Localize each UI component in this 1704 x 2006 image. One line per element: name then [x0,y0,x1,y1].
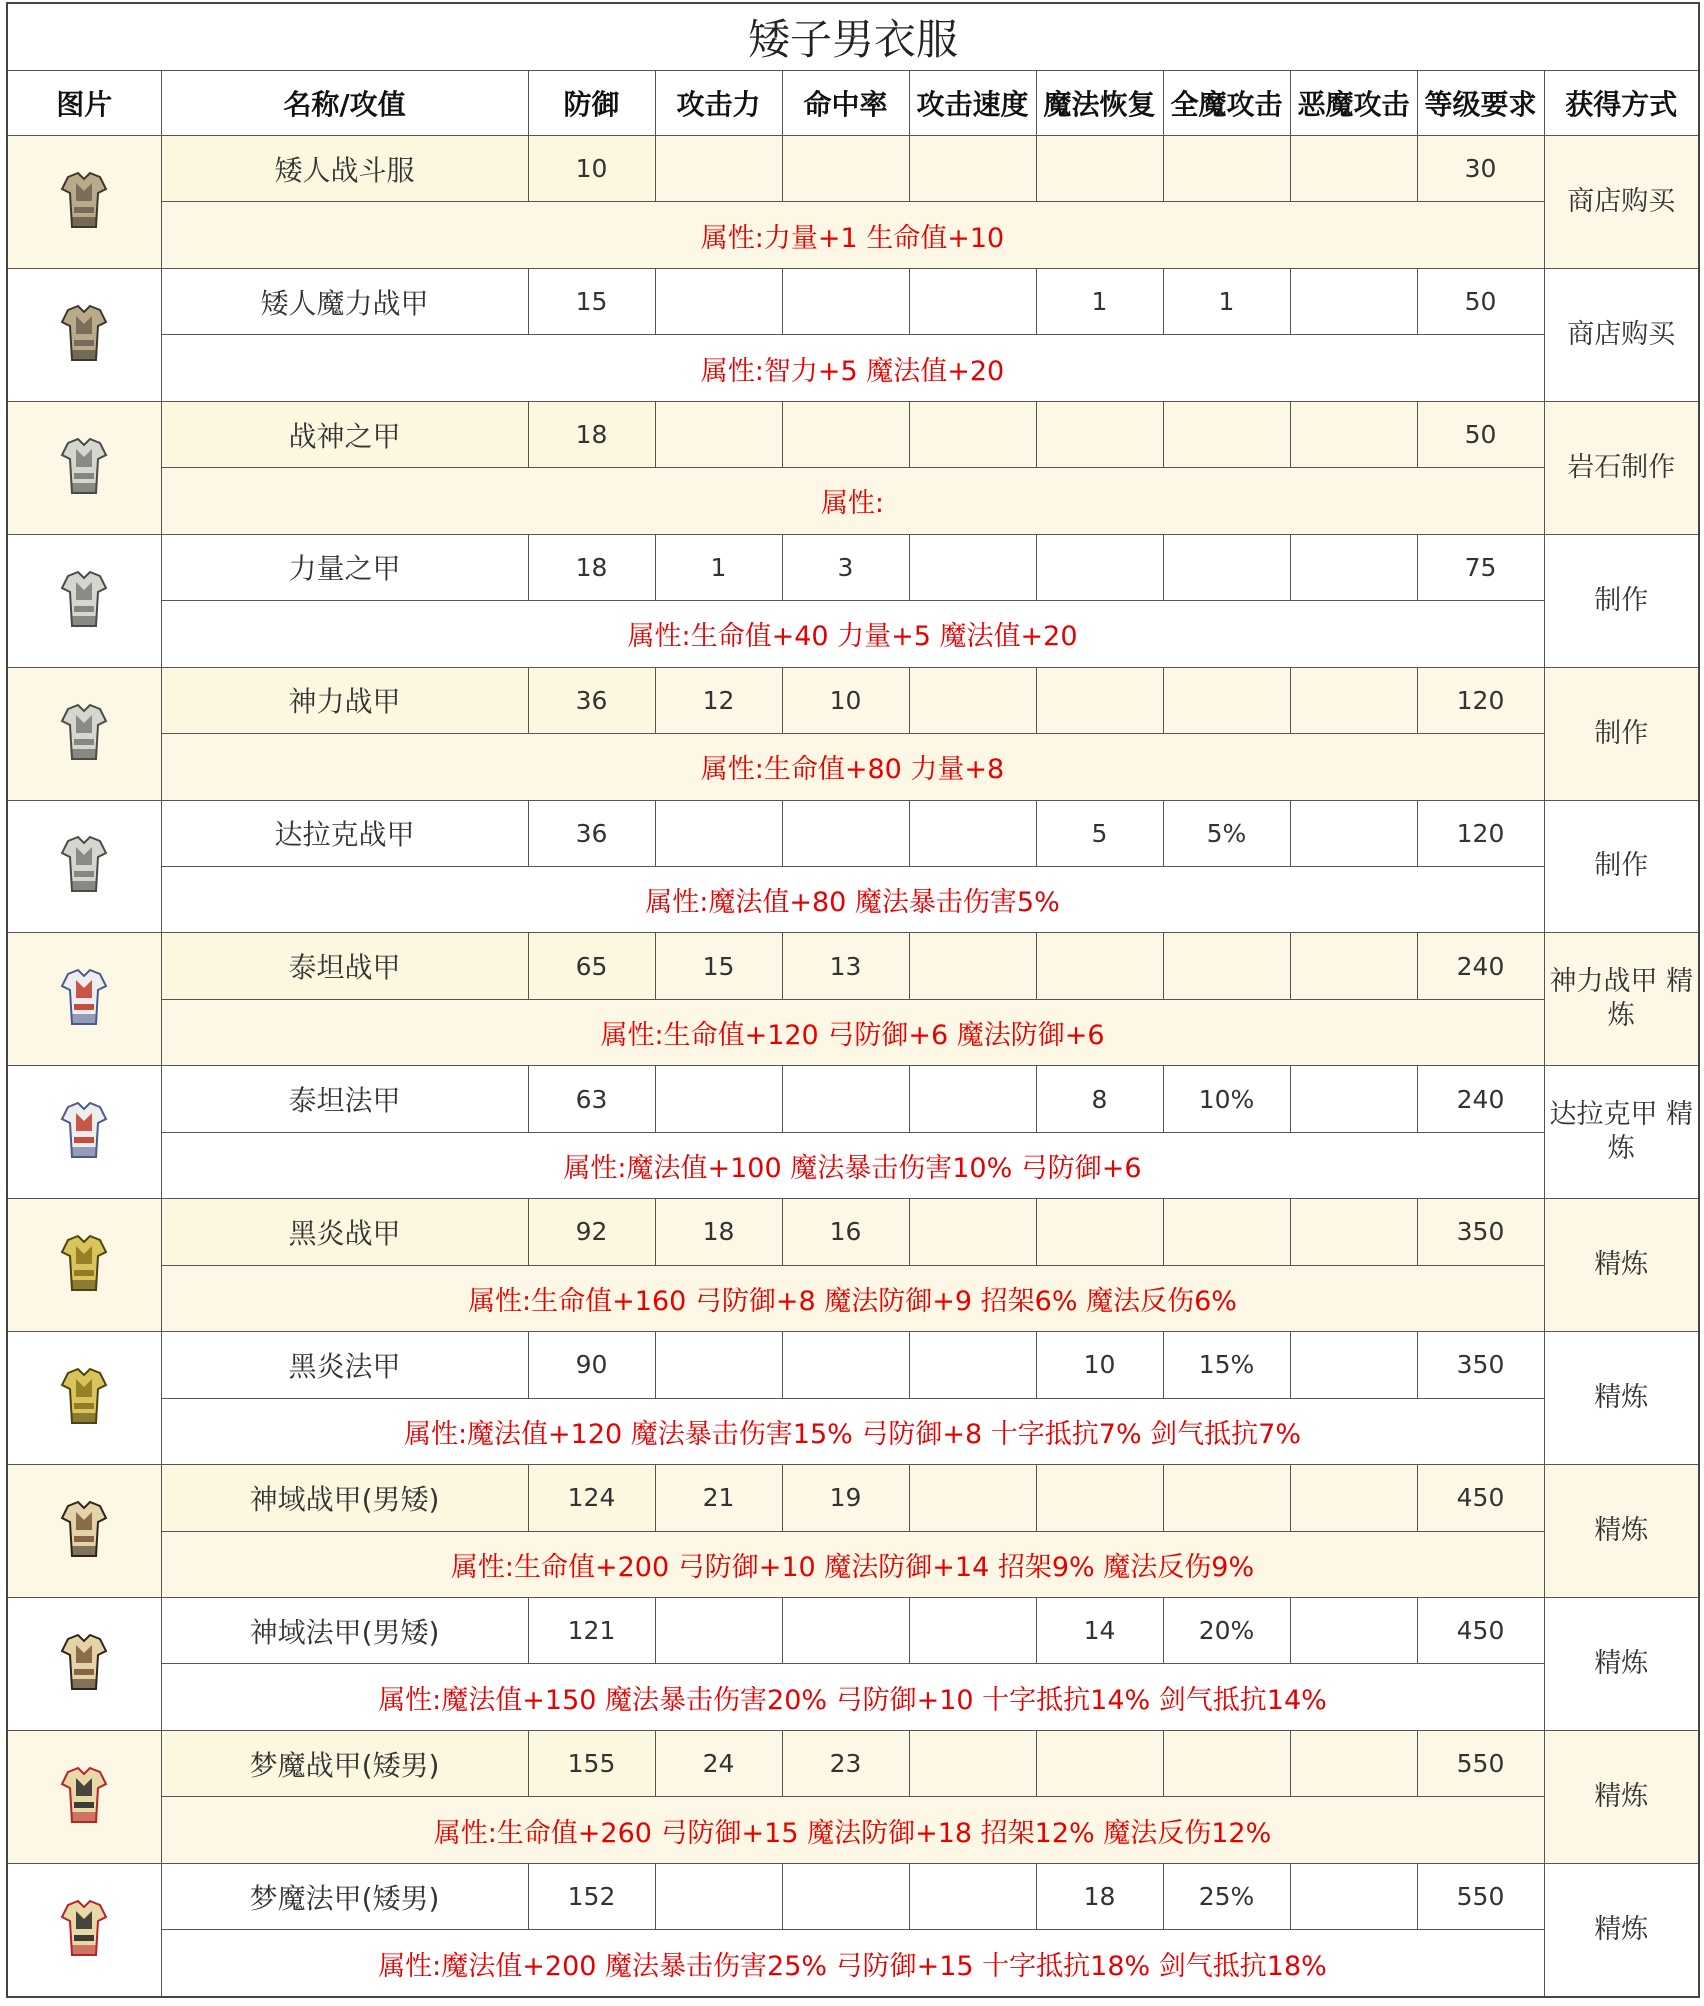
item-name: 梦魔战甲(矮男) [161,1730,528,1796]
attack-speed-value [909,1730,1036,1796]
item-image-cell [7,1332,161,1465]
hit-rate-value: 3 [782,534,909,600]
torn-armor-icon [8,171,161,233]
table-row [7,1863,1699,1929]
table-row-attributes [7,468,1699,534]
table-row [7,800,1699,866]
grey-armor-icon [8,835,161,897]
item-image-cell [7,401,161,534]
all-magic-value [1163,136,1290,202]
table-row-attributes [7,202,1699,268]
bronze-plate-armor-icon [8,1500,161,1562]
level-req-value: 550 [1417,1863,1544,1929]
bronze-plate-armor-icon [8,1633,161,1695]
obtain-method: 精炼 [1544,1597,1699,1730]
hit-rate-value: 19 [782,1465,909,1531]
obtain-method: 精炼 [1544,1199,1699,1332]
header-level-req: 等级要求 [1417,71,1544,136]
hit-rate-value [782,1863,909,1929]
item-attributes: 属性:智力+5 魔法值+20 [161,335,1544,401]
all-magic-value: 20% [1163,1597,1290,1663]
demon-attack-value [1290,136,1417,202]
item-name: 泰坦法甲 [161,1066,528,1132]
header-image: 图片 [7,71,161,136]
mp-regen-value: 8 [1036,1066,1163,1132]
attack-speed-value [909,1066,1036,1132]
attack-speed-value [909,667,1036,733]
item-name: 矮人魔力战甲 [161,268,528,334]
all-magic-value [1163,1730,1290,1796]
item-name: 矮人战斗服 [161,136,528,202]
table-row [7,136,1699,202]
table-row [7,1199,1699,1265]
attack-speed-value [909,534,1036,600]
hit-rate-value: 13 [782,933,909,999]
dark-gold-armor-icon [8,1766,161,1828]
level-req-value: 50 [1417,401,1544,467]
mp-regen-value [1036,534,1163,600]
mp-regen-value: 5 [1036,800,1163,866]
item-image-cell [7,1199,161,1332]
item-attributes: 属性:力量+1 生命值+10 [161,202,1544,268]
defense-value: 65 [528,933,655,999]
level-req-value: 350 [1417,1199,1544,1265]
mp-regen-value: 1 [1036,268,1163,334]
demon-attack-value [1290,401,1417,467]
obtain-method: 商店购买 [1544,268,1699,401]
obtain-method: 神力战甲 精炼 [1544,933,1699,1066]
mp-regen-value [1036,933,1163,999]
table-row-attributes [7,734,1699,800]
obtain-method: 制作 [1544,667,1699,800]
attack-speed-value [909,800,1036,866]
level-req-value: 120 [1417,800,1544,866]
item-image-cell [7,1066,161,1199]
level-req-value: 75 [1417,534,1544,600]
hit-rate-value: 16 [782,1199,909,1265]
demon-attack-value [1290,667,1417,733]
item-image-cell [7,933,161,1066]
item-attributes: 属性:魔法值+150 魔法暴击伤害20% 弓防御+10 十字抵抗14% 剑气抵抗14% [161,1664,1544,1730]
header-name: 名称/攻值 [161,71,528,136]
obtain-method: 精炼 [1544,1465,1699,1598]
defense-value: 121 [528,1597,655,1663]
level-req-value: 550 [1417,1730,1544,1796]
level-req-value: 450 [1417,1597,1544,1663]
table-row [7,401,1699,467]
all-magic-value: 1 [1163,268,1290,334]
item-name: 泰坦战甲 [161,933,528,999]
hit-rate-value [782,401,909,467]
attack-speed-value [909,1332,1036,1398]
mp-regen-value: 14 [1036,1597,1163,1663]
defense-value: 63 [528,1066,655,1132]
all-magic-value: 5% [1163,800,1290,866]
obtain-method: 精炼 [1544,1730,1699,1863]
mp-regen-value: 10 [1036,1332,1163,1398]
level-req-value: 240 [1417,933,1544,999]
table-row [7,933,1699,999]
attack-value [655,136,782,202]
defense-value: 10 [528,136,655,202]
header-row [7,71,1699,136]
defense-value: 18 [528,534,655,600]
table-row [7,1597,1699,1663]
all-magic-value [1163,1199,1290,1265]
demon-attack-value [1290,933,1417,999]
demon-attack-value [1290,1863,1417,1929]
table-row-attributes [7,1398,1699,1464]
mp-regen-value [1036,136,1163,202]
header-mp-regen: 魔法恢复 [1036,71,1163,136]
item-attributes: 属性:生命值+80 力量+8 [161,734,1544,800]
item-attributes: 属性:生命值+200 弓防御+10 魔法防御+14 招架9% 魔法反伤9% [161,1531,1544,1597]
item-image-cell [7,1465,161,1598]
demon-attack-value [1290,1332,1417,1398]
table-row-attributes [7,1265,1699,1331]
table-row [7,667,1699,733]
gold-armor-icon [8,1234,161,1296]
obtain-method: 精炼 [1544,1332,1699,1465]
defense-value: 18 [528,401,655,467]
header-obtain: 获得方式 [1544,71,1699,136]
level-req-value: 50 [1417,268,1544,334]
demon-attack-value [1290,1199,1417,1265]
defense-value: 152 [528,1863,655,1929]
header-defense: 防御 [528,71,655,136]
header-demon-attack: 恶魔攻击 [1290,71,1417,136]
demon-attack-value [1290,268,1417,334]
table-title: 矮子男衣服 [7,3,1699,71]
item-attributes: 属性: [161,468,1544,534]
table-row-attributes [7,1930,1699,1997]
demon-attack-value [1290,1066,1417,1132]
item-name: 力量之甲 [161,534,528,600]
attack-value [655,1332,782,1398]
mp-regen-value [1036,401,1163,467]
defense-value: 36 [528,667,655,733]
attack-speed-value [909,933,1036,999]
item-attributes: 属性:魔法值+80 魔法暴击伤害5% [161,866,1544,932]
attack-speed-value [909,268,1036,334]
attack-value [655,800,782,866]
table-row-attributes [7,1132,1699,1198]
item-image-cell [7,1863,161,1997]
armor-table [6,2,1700,1998]
item-image-cell [7,1730,161,1863]
defense-value: 155 [528,1730,655,1796]
all-magic-value: 25% [1163,1863,1290,1929]
attack-value [655,401,782,467]
obtain-method: 商店购买 [1544,136,1699,269]
item-attributes: 属性:生命值+120 弓防御+6 魔法防御+6 [161,999,1544,1065]
item-name: 达拉克战甲 [161,800,528,866]
header-hit-rate: 命中率 [782,71,909,136]
item-attributes: 属性:生命值+160 弓防御+8 魔法防御+9 招架6% 魔法反伤6% [161,1265,1544,1331]
table-row [7,1465,1699,1531]
attack-value [655,1597,782,1663]
obtain-method: 精炼 [1544,1863,1699,1997]
hit-rate-value [782,1597,909,1663]
item-name: 黑炎战甲 [161,1199,528,1265]
all-magic-value [1163,534,1290,600]
attack-value [655,1863,782,1929]
table-row-attributes [7,866,1699,932]
all-magic-value [1163,401,1290,467]
defense-value: 36 [528,800,655,866]
mp-regen-value [1036,1465,1163,1531]
mp-regen-value [1036,1199,1163,1265]
grey-armor-icon [8,570,161,632]
defense-value: 124 [528,1465,655,1531]
mp-regen-value [1036,1730,1163,1796]
item-name: 梦魔法甲(矮男) [161,1863,528,1929]
obtain-method: 岩石制作 [1544,401,1699,534]
all-magic-value [1163,933,1290,999]
hit-rate-value [782,1066,909,1132]
attack-value [655,268,782,334]
level-req-value: 450 [1417,1465,1544,1531]
demon-attack-value [1290,534,1417,600]
item-attributes: 属性:生命值+260 弓防御+15 魔法防御+18 招架12% 魔法反伤12% [161,1797,1544,1863]
item-attributes: 属性:魔法值+120 魔法暴击伤害15% 弓防御+8 十字抵抗7% 剑气抵抗7% [161,1398,1544,1464]
table-row-attributes [7,1531,1699,1597]
item-attributes: 属性:魔法值+200 魔法暴击伤害25% 弓防御+15 十字抵抗18% 剑气抵抗18% [161,1930,1544,1997]
table-row-attributes [7,1664,1699,1730]
table-row [7,1066,1699,1132]
attack-speed-value [909,136,1036,202]
level-req-value: 240 [1417,1066,1544,1132]
attack-speed-value [909,401,1036,467]
hit-rate-value [782,268,909,334]
table-row [7,1730,1699,1796]
item-image-cell [7,800,161,933]
obtain-method: 制作 [1544,800,1699,933]
gold-armor-icon [8,1367,161,1429]
demon-attack-value [1290,1730,1417,1796]
all-magic-value: 15% [1163,1332,1290,1398]
table-row [7,534,1699,600]
demon-attack-value [1290,1465,1417,1531]
item-attributes: 属性:生命值+40 力量+5 魔法值+20 [161,601,1544,667]
defense-value: 90 [528,1332,655,1398]
grey-armor-icon [8,703,161,765]
torn-armor-icon [8,304,161,366]
red-white-armor-icon [8,968,161,1030]
mp-regen-value [1036,667,1163,733]
attack-speed-value [909,1199,1036,1265]
grey-armor-icon [8,437,161,499]
hit-rate-value [782,1332,909,1398]
item-image-cell [7,1597,161,1730]
attack-value: 15 [655,933,782,999]
demon-attack-value [1290,1597,1417,1663]
all-magic-value [1163,1465,1290,1531]
item-name: 战神之甲 [161,401,528,467]
table-row [7,268,1699,334]
item-image-cell [7,268,161,401]
attack-speed-value [909,1863,1036,1929]
dark-gold-armor-icon [8,1899,161,1961]
table-row-attributes [7,601,1699,667]
mp-regen-value: 18 [1036,1863,1163,1929]
attack-value [655,1066,782,1132]
item-name: 黑炎法甲 [161,1332,528,1398]
item-attributes: 属性:魔法值+100 魔法暴击伤害10% 弓防御+6 [161,1132,1544,1198]
level-req-value: 30 [1417,136,1544,202]
attack-speed-value [909,1465,1036,1531]
table-row-attributes [7,335,1699,401]
attack-value: 12 [655,667,782,733]
hit-rate-value [782,136,909,202]
level-req-value: 350 [1417,1332,1544,1398]
attack-value: 18 [655,1199,782,1265]
attack-value: 24 [655,1730,782,1796]
table-row-attributes [7,1797,1699,1863]
attack-value: 1 [655,534,782,600]
defense-value: 15 [528,268,655,334]
attack-speed-value [909,1597,1036,1663]
item-name: 神域战甲(男矮) [161,1465,528,1531]
item-name: 神域法甲(男矮) [161,1597,528,1663]
hit-rate-value: 10 [782,667,909,733]
table-row-attributes [7,999,1699,1065]
hit-rate-value: 23 [782,1730,909,1796]
item-image-cell [7,534,161,667]
item-image-cell [7,136,161,269]
obtain-method: 达拉克甲 精炼 [1544,1066,1699,1199]
red-white-armor-icon [8,1101,161,1163]
item-name: 神力战甲 [161,667,528,733]
all-magic-value [1163,667,1290,733]
demon-attack-value [1290,800,1417,866]
hit-rate-value [782,800,909,866]
item-image-cell [7,667,161,800]
level-req-value: 120 [1417,667,1544,733]
table-row [7,1332,1699,1398]
header-attack: 攻击力 [655,71,782,136]
attack-value: 21 [655,1465,782,1531]
header-attack-speed: 攻击速度 [909,71,1036,136]
obtain-method: 制作 [1544,534,1699,667]
defense-value: 92 [528,1199,655,1265]
all-magic-value: 10% [1163,1066,1290,1132]
header-all-magic-attack: 全魔攻击 [1163,71,1290,136]
